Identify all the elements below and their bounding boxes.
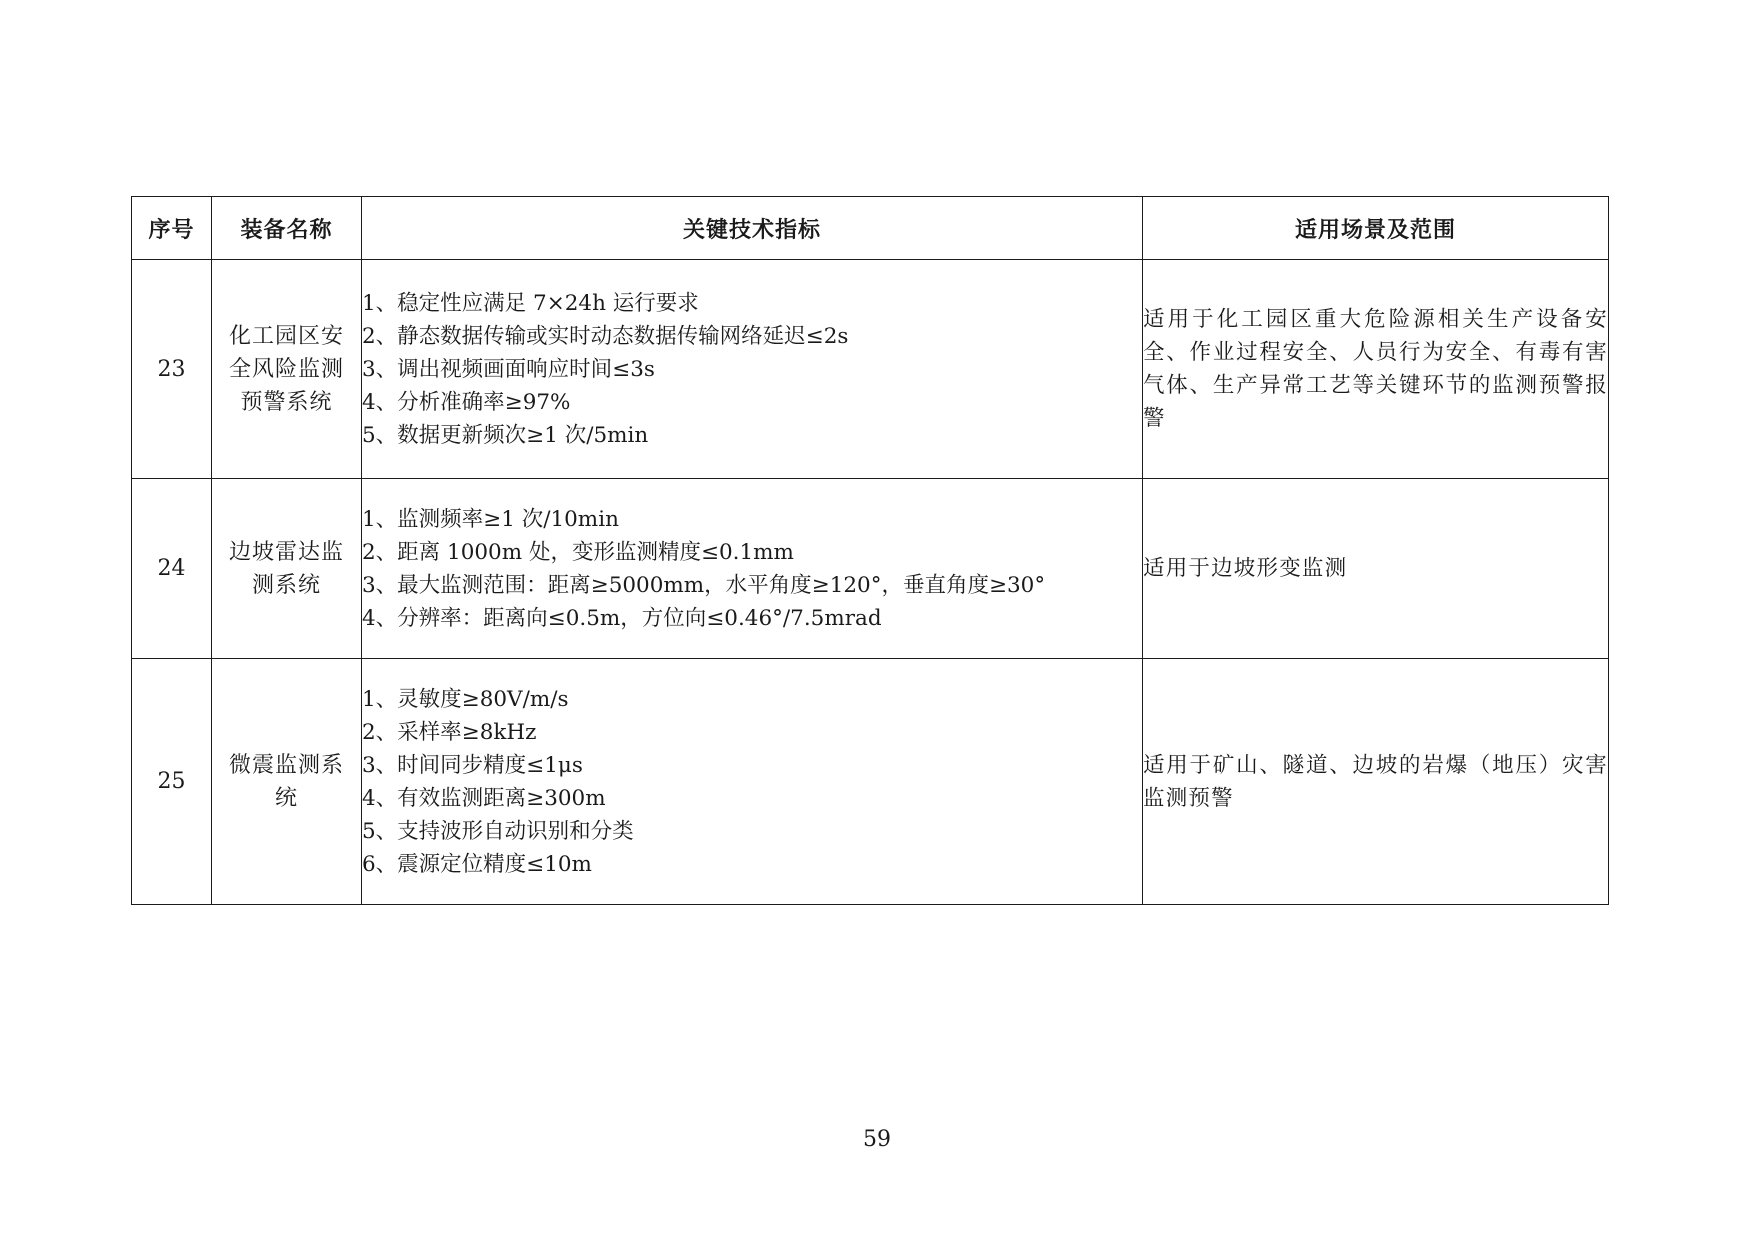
equipment-name: 化工园区安全风险监测预警系统 (228, 323, 344, 415)
metric-item: 3、最大监测范围：距离≥5000mm，水平角度≥120°，垂直角度≥30° (362, 572, 1046, 598)
table-row (132, 260, 1609, 479)
metric-item: 3、调出视频画面响应时间≤3s (362, 356, 655, 382)
header-applicable-scenarios: 适用场景及范围 (1143, 197, 1609, 260)
metric-item: 6、震源定位精度≤10m (362, 851, 592, 877)
metric-item: 5、数据更新频次≥1 次/5min (362, 422, 649, 448)
metric-item: 3、时间同步精度≤1μs (362, 752, 583, 778)
metric-item: 4、有效监测距离≥300m (362, 785, 606, 811)
row-number: 23 (132, 260, 212, 479)
row-number: 24 (132, 479, 212, 659)
metrics-list (362, 260, 1143, 479)
equipment-name: 微震监测系统 (228, 752, 344, 811)
metric-item: 2、采样率≥8kHz (362, 719, 537, 745)
applicable-scope: 适用于矿山、隧道、边坡的岩爆（地压）灾害监测预警 (1143, 752, 1608, 811)
applicable-scope: 适用于化工园区重大危险源相关生产设备安全、作业过程安全、人员行为安全、有毒有害气体、生产异常工艺等关键环节的监测预警报警 (1143, 307, 1608, 431)
table-row (132, 479, 1609, 659)
row-number: 25 (132, 659, 212, 905)
metric-item: 5、支持波形自动识别和分类 (362, 818, 634, 844)
metric-item: 1、稳定性应满足 7×24h 运行要求 (362, 290, 699, 316)
applicable-scope: 适用于边坡形变监测 (1143, 556, 1348, 581)
equipment-name: 边坡雷达监测系统 (228, 539, 344, 598)
equipment-spec-table (131, 196, 1609, 905)
metrics-list (362, 659, 1143, 905)
metric-item: 4、分辨率：距离向≤0.5m，方位向≤0.46°/7.5mrad (362, 605, 882, 631)
metric-item: 1、监测频率≥1 次/10min (362, 506, 619, 532)
metric-item: 1、灵敏度≥80V/m/s (362, 686, 569, 712)
metric-item: 2、距离 1000m 处，变形监测精度≤0.1mm (362, 539, 794, 565)
metrics-list (362, 479, 1143, 659)
metric-item: 2、静态数据传输或实时动态数据传输网络延迟≤2s (362, 323, 849, 349)
header-key-technical-indicators: 关键技术指标 (362, 197, 1143, 260)
metric-item: 4、分析准确率≥97% (362, 389, 571, 415)
header-equipment-name: 装备名称 (212, 197, 362, 260)
table-row (132, 659, 1609, 905)
header-serial-number: 序号 (132, 197, 212, 260)
page-number: 59 (863, 1127, 891, 1152)
table-header-row (132, 197, 1609, 260)
